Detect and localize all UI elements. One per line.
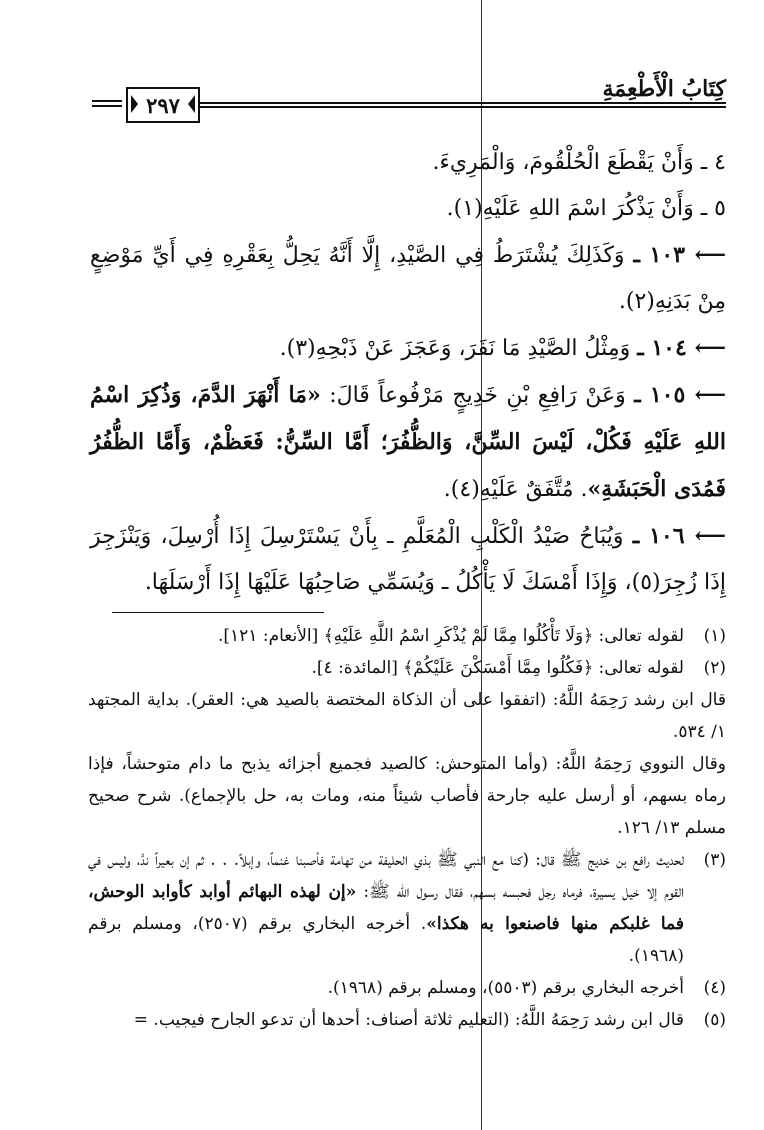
section-marker: ⟵ ١٠٣ ـ (633, 242, 726, 268)
footnote (88, 652, 726, 684)
paragraph-text: وَعَنْ رَافِعِ بْنِ خَدِيجٍ مَرْفُوعاً قَالَ: (320, 383, 626, 408)
list-item: ٤ ـ وَأَنْ يَقْطَعَ الْحُلْقُومَ، وَالْمَرِيءَ. (432, 150, 726, 175)
hadith-quote: «إن لهذه البهائم أوابد كأوابد الوحش، فما غلبكم منها فاصنعوا به هكذا» (88, 882, 684, 934)
page-number: ٢٩٧ (126, 87, 200, 123)
header-rule (200, 106, 726, 108)
footnote-text-part: لحديث رافع بن خديج ﷺ قال: (كنا مع النبي ﷺ بذي الحليفة من تهامة فأصبنا غنماً، وإبلاً. . . ثم إن بعيراً ندَّ، وليس في القوم إلا خيل يسيرة، فرماه رجل فحبسه بسهم، فقال رسول الله ﷺ: (88, 850, 685, 902)
footnote (88, 972, 726, 1004)
footnote-number: (٣) (703, 850, 726, 870)
footnote-number: (٤) (703, 978, 726, 998)
footnote-text (88, 844, 684, 972)
paragraph (90, 372, 726, 513)
footnote-text-part: . أخرجه البخاري برقم (٢٥٠٧)، ومسلم برقم (١٩٦٨). (88, 914, 684, 966)
header-rule-left (92, 105, 122, 107)
footnote-text: وقال النووي رَحِمَهُ اللَّهُ: (وأما المتوحش: كالصيد فجميع أجزائه يذبح ما دام متوحشاً، فإذا رماه بسهم، أو أرسل عليه جارحة فأصاب شيئاً منه، ومات به، حل بالإجماع). شرح صحيح مسلم ١٣/ ١٢٦. (88, 754, 726, 838)
list-item: ٥ ـ وَأَنْ يَذْكُرَ اسْمَ اللهِ عَلَيْهِ(١). (446, 196, 726, 221)
footnote-number: (١) (703, 626, 726, 646)
paragraph-text: وَمِثْلُ الصَّيْدِ مَا نَفَرَ، وَعَجَزَ عَنْ ذَبْحِهِ(٣). (279, 336, 631, 361)
footnotes (88, 620, 726, 1036)
footnote-text: أخرجه البخاري برقم (٥٥٠٣)، ومسلم برقم (١٩٦٨). (327, 978, 684, 998)
paragraph-text: وَيُبَاحُ صَيْدُ الْكَلْبِ الْمُعَلَّمِ ـ بِأَنْ يَسْتَرْسِلَ إِذَا أُرْسِلَ، وَيَنْزَجِرَ إِذَا زُجِرَ(٥)، وَإِذَا أَمْسَكَ لَا يَأْكُلُ ـ وَيُسَمِّي صَاحِبُهَا عَلَيْهَا إِذَا أَرْسَلَهَا. (90, 524, 726, 595)
footnote-number: (٢) (703, 658, 726, 678)
paragraph (90, 232, 726, 325)
footnote-text: قال ابن رشد رَحِمَهُ اللَّهُ: (اتفقوا على أن الذكاة المختصة بالصيد هي: العقر). بداية المجتهد ١/ ٥٣٤. (88, 690, 726, 742)
footnote-text: لقوله تعالى: ﴿فَكُلُوا مِمَّا أَمْسَكْنَ عَلَيْكُمْ﴾ [المائدة: ٤]. (311, 658, 684, 678)
footnote (88, 844, 726, 972)
footnote-separator (112, 612, 324, 613)
paragraph-text: وَكَذَلِكَ يُشْتَرَطُ فِي الصَّيْدِ، إِلَّا أَنَّهُ يَحِلُّ بِعَقْرِهِ فِي أَيِّ مَوْضِعٍ مِنْ بَدَنِهِ(٢). (90, 243, 726, 314)
section-marker: ⟵ ١٠٦ ـ (632, 523, 727, 549)
paragraph (90, 325, 726, 372)
section-marker: ⟵ ١٠٥ ـ (634, 382, 726, 408)
footnote (88, 1004, 726, 1036)
main-text (90, 140, 726, 606)
footnote-text: لقوله تعالى: ﴿وَلَا تَأْكُلُوا مِمَّا لَمْ يُذْكَرِ اسْمُ اللَّهِ عَلَيْهِ﴾ [الأنعام: ١٢١]. (218, 626, 684, 646)
paragraph-text: . مُتَّفَقٌ عَلَيْهِ(٤). (443, 477, 588, 502)
footnote-number: (٥) (703, 1010, 726, 1030)
paragraph (90, 513, 726, 606)
section-marker: ⟵ ١٠٤ ـ (637, 335, 726, 361)
footnote (88, 620, 726, 652)
footnote-text: قال ابن رشد رَحِمَهُ اللَّهُ: (التعليم ثلاثة أصناف: أحدها أن تدعو الجارح فيجيب. = (133, 1010, 684, 1030)
header-rule (200, 102, 726, 104)
running-title: كِتَابُ الْأَطْعِمَةِ (602, 76, 726, 102)
hadith-quote: «مَا أَنْهَرَ الدَّمَ، وَذُكِرَ اسْمُ اللهِ عَلَيْهِ فَكُلْ، لَيْسَ السِّنَّ، وَالظُّفُرَ؛ أَمَّا السِّنُّ: فَعَظْمٌ، وَأَمَّا الظُّفُرُ فَمُدَى الْحَبَشَةِ» (90, 382, 726, 502)
header-rule-left (92, 100, 122, 102)
